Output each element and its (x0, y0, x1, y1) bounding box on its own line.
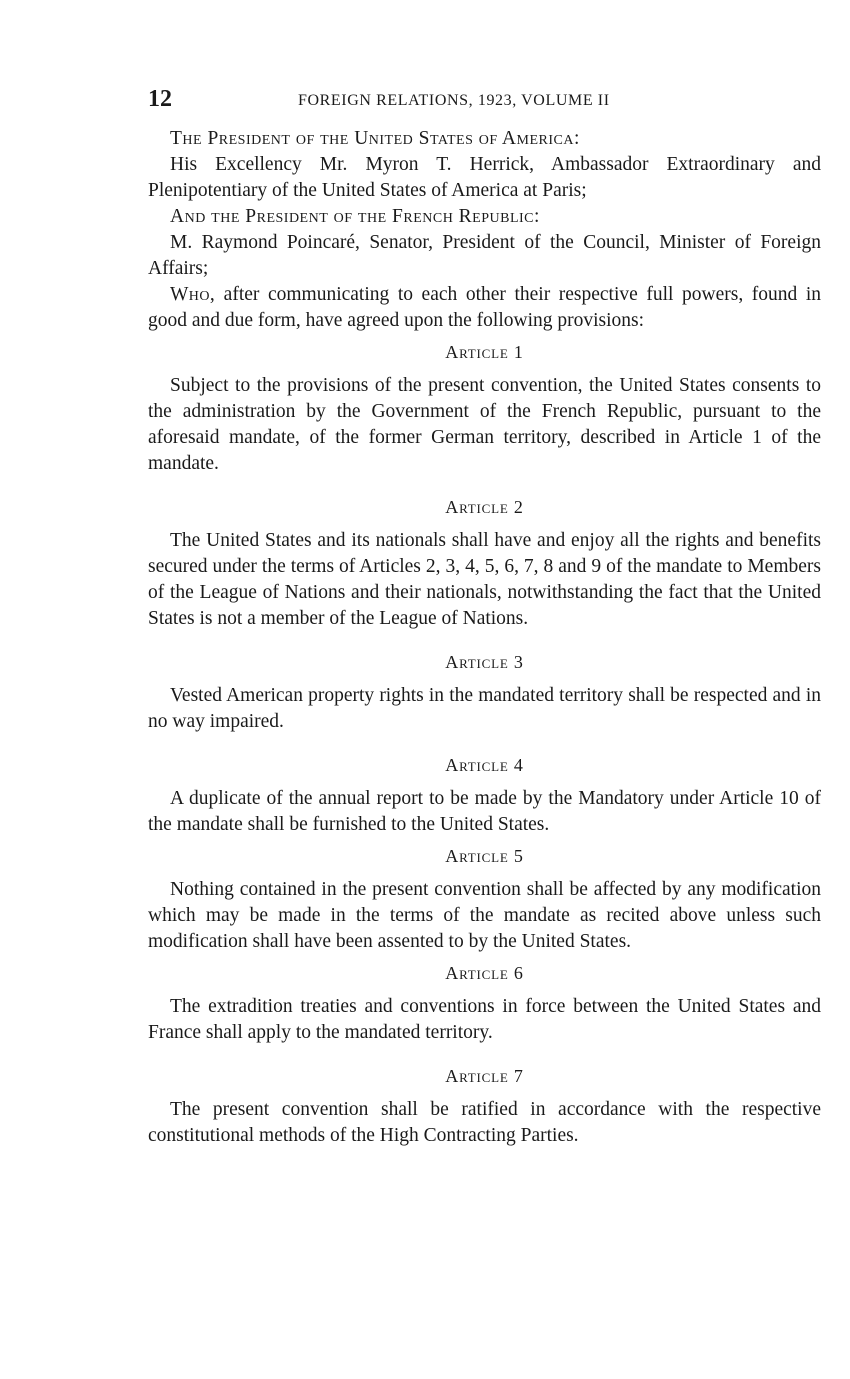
article-1-text: Subject to the provisions of the present convention, the United States consents to the administration by the Government of the French Republic, pursuant to the aforesaid mandate, of the former German territory, described in Article 1 of the mandate. (148, 375, 821, 474)
article-4-text: A duplicate of the annual report to be made by the Mandatory under Article 10 of the mandate shall be furnished to the United States. (148, 788, 821, 835)
article-1-heading: Article 1 (445, 342, 524, 362)
preamble-provisions-text: after communicating to each other their respective full powers, found in good and due form, have agreed upon the following provisions: (148, 284, 821, 331)
article-5-heading: Article 5 (445, 846, 524, 866)
plenipotentiary-us: His Excellency Mr. Myron T. Herrick, Ambassador Extraordinary and Plenipotentiary of the United States of America at Paris; (148, 154, 821, 201)
party-heading-us: The President of the United States of America: (170, 128, 580, 149)
plenipotentiary-france: M. Raymond Poincaré, Senator, President of the Council, Minister of Foreign Affairs; (148, 232, 821, 279)
article-4-heading: Article 4 (445, 755, 524, 775)
article-3-heading: Article 3 (445, 652, 524, 672)
article-2-heading: Article 2 (445, 497, 524, 517)
article-7-text: The present convention shall be ratified in accordance with the respective constitutional methods of the High Contracting Parties. (148, 1099, 821, 1146)
running-title: FOREIGN RELATIONS, 1923, VOLUME II (298, 92, 610, 109)
document-page (148, 86, 821, 1149)
article-6-text: The extradition treaties and conventions in force between the United States and France shall apply to the mandated territory. (148, 996, 821, 1043)
article-6-heading: Article 6 (445, 963, 524, 983)
party-heading-france: And the President of the French Republic: (170, 206, 540, 227)
preamble-provisions (148, 282, 821, 334)
article-2-text: The United States and its nationals shall have and enjoy all the rights and benefits secured under the terms of Articles 2, 3, 4, 5, 6, 7, 8 and 9 of the mandate to Members of the League of Nations and their nationals, notwithstanding the fact that the United States is not a member of the League of Nations. (148, 530, 821, 629)
preamble-lead-word: Who, (170, 284, 216, 305)
article-7-heading: Article 7 (445, 1066, 524, 1086)
page-number: 12 (148, 86, 172, 112)
article-5-text: Nothing contained in the present convention shall be affected by any modification which may be made in the terms of the mandate as recited above unless such modification shall have been assented to by the United States. (148, 879, 821, 952)
running-head (148, 86, 821, 120)
article-3-text: Vested American property rights in the mandated territory shall be respected and in no way impaired. (148, 685, 821, 732)
